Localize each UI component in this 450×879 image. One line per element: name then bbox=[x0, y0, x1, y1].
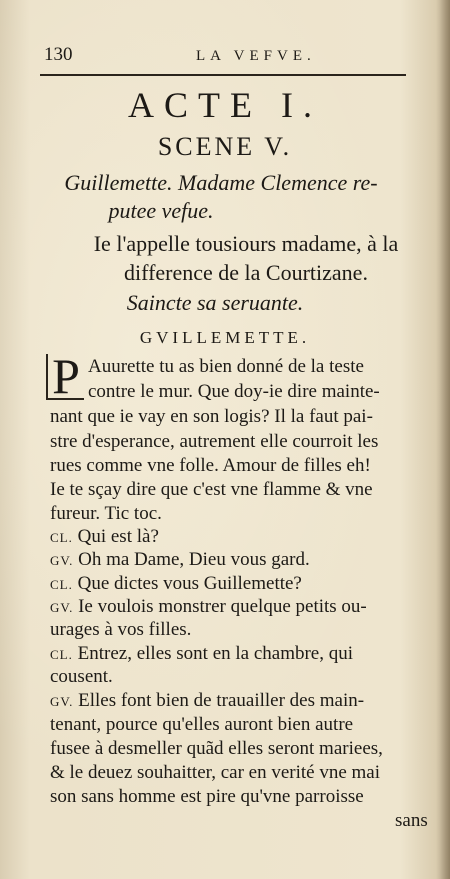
header-rule bbox=[40, 74, 406, 76]
speaker-tag: GV. bbox=[50, 600, 74, 615]
catchword: sans bbox=[395, 810, 428, 831]
speaker-tag: CL. bbox=[50, 647, 73, 662]
cast-line-3: Saincte sa seruante. bbox=[126, 290, 304, 315]
speaker-tag: GV. bbox=[50, 553, 74, 568]
dialogue-text: Elles font bien de trauailler des main- bbox=[78, 690, 365, 711]
drop-cap: P bbox=[46, 354, 84, 400]
dialogue-line bbox=[50, 573, 302, 596]
page-header bbox=[44, 44, 414, 70]
speaker-tag: CL. bbox=[50, 577, 73, 592]
page-number: 130 bbox=[44, 44, 73, 65]
speaker-tag: CL. bbox=[50, 530, 73, 545]
dialogue-line bbox=[50, 643, 353, 666]
dialogue-line bbox=[50, 666, 113, 688]
speech-line: Ie te sçay dire que c'est vne flamme & vne bbox=[50, 479, 373, 500]
dialogue-text: & le deuez souhaitter, car en verité vne mai bbox=[50, 762, 381, 783]
dialogue-text: Que dictes vous Guillemette? bbox=[77, 573, 302, 594]
speech-line: rues comme vne folle. Amour de filles eh! bbox=[50, 455, 371, 476]
speech-line: nant que ie vay en son logis? Il la faut pai- bbox=[50, 406, 373, 427]
dialogue-text: Qui est là? bbox=[77, 526, 159, 547]
scene-title: SCENE V. bbox=[157, 132, 293, 161]
dialogue-line bbox=[50, 690, 364, 713]
dialogue-text: cousent. bbox=[50, 666, 113, 687]
dialogue-text: tenant, pource qu'elles auront bien autre bbox=[50, 714, 354, 735]
speech-line: contre le mur. Que doy-ie dire mainte- bbox=[88, 381, 380, 402]
dialogue-text: Entrez, elles sont en la chambre, qui bbox=[77, 643, 354, 664]
dialogue-text: fusee à desmeller quãd elles seront mariees, bbox=[50, 738, 383, 759]
dialogue-line bbox=[50, 762, 380, 784]
dialogue-line bbox=[50, 738, 383, 760]
dialogue-text: Ie voulois monstrer quelque petits ou- bbox=[78, 596, 367, 617]
cast-line-1: Guillemette. Madame Clemence re- bbox=[64, 170, 378, 195]
dialogue-text: urages à vos filles. bbox=[50, 619, 192, 640]
cast-description-1: Ie l'appelle tousiours madame, à la bbox=[93, 231, 399, 256]
dialogue-text: Oh ma Dame, Dieu vous gard. bbox=[78, 549, 310, 570]
running-title: LA VEFVE. bbox=[196, 48, 316, 64]
speech-line: Auurette tu as bien donné de la teste bbox=[88, 356, 364, 377]
dialogue-line bbox=[50, 786, 364, 808]
speaker-heading: GVILLEMETTE. bbox=[139, 328, 311, 347]
dialogue-line bbox=[50, 549, 310, 572]
speech-line: fureur. Tic toc. bbox=[50, 503, 162, 524]
dialogue-line bbox=[50, 714, 353, 736]
dialogue-line bbox=[50, 619, 191, 641]
speech-line: stre d'esperance, autrement elle courroit les bbox=[50, 431, 379, 452]
cast-description-2: difference de la Courtizane. bbox=[124, 260, 368, 285]
dialogue-line bbox=[50, 526, 159, 549]
dialogue-text: son sans homme est pire qu'vne parroisse bbox=[50, 786, 364, 807]
cast-line-2: putee vefue. bbox=[108, 198, 214, 223]
dialogue-line bbox=[50, 596, 367, 619]
act-title: ACTE I. bbox=[128, 85, 322, 125]
speaker-tag: GV. bbox=[50, 694, 74, 709]
